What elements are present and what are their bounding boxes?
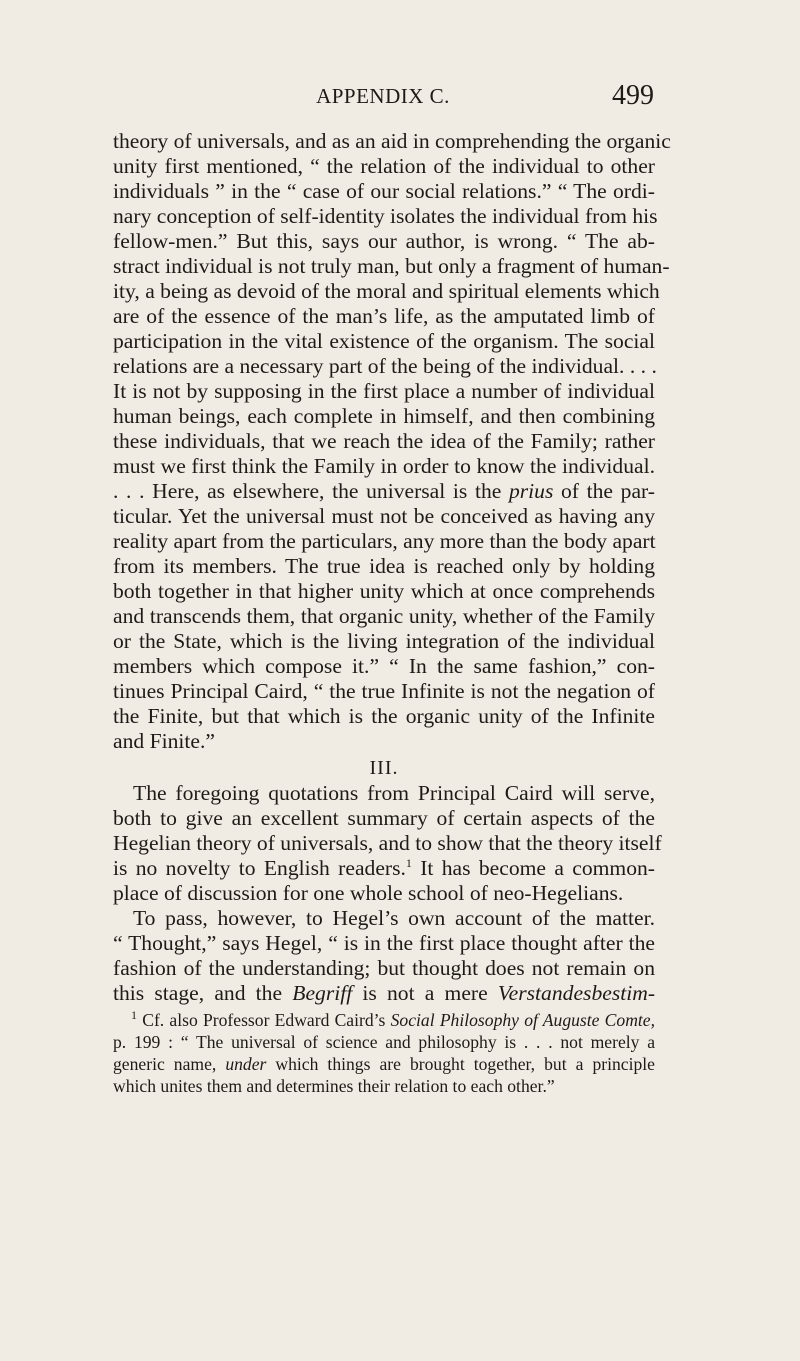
text-line: members which compose it.” “ In the same fashion,” con- [113, 654, 655, 678]
text-line: “ Thought,” says Hegel, “ is in the first place thought after the [113, 931, 655, 955]
text-line: stract individual is not truly man, but only a fragment of human- [113, 254, 670, 278]
footnote-line: p. 199 : “ The universal of science and philosophy is . . . not merely a [113, 1032, 655, 1052]
text-line [113, 981, 655, 1006]
section-heading: III. [369, 757, 399, 779]
text-line: theory of universals, and as an aid in comprehending the organic [113, 129, 671, 153]
italic-term-verstandesbestimmung: Verstandesbestim- [497, 981, 656, 1005]
text-span: . . . Here, as elsewhere, the universal is the [113, 479, 509, 503]
text-line: are of the essence of the man’s life, as the amputated limb of [113, 304, 655, 328]
text-line: place of discussion for one whole school of neo-Hegelians. [113, 881, 624, 905]
text-line: both together in that higher unity which at once comprehends [113, 579, 655, 603]
footnote-line [113, 1053, 655, 1075]
text-span: is no novelty to English readers. [113, 856, 406, 880]
footnote-line: which unites them and determines their relation to each other.” [113, 1076, 555, 1096]
text-span: is not a mere [352, 981, 498, 1005]
text-line: unity first mentioned, “ the relation of the individual to other [113, 154, 655, 178]
text-line: human beings, each complete in himself, and then combining [113, 404, 655, 428]
text-line: and Finite.” [113, 729, 215, 753]
text-span: generic name, [113, 1054, 226, 1074]
text-line: To pass, however, to Hegel’s own account of the matter. [133, 906, 655, 930]
footnote-marker: 1 [131, 1008, 137, 1023]
running-title: APPENDIX C. [316, 84, 450, 108]
footnote-ref[interactable]: 1 [405, 855, 412, 870]
text-span: this stage, and the [113, 981, 293, 1005]
text-span: Cf. also Professor Edward Caird’s [137, 1010, 391, 1030]
text-line: fashion of the understanding; but thought does not remain on [113, 956, 655, 980]
footnote-book-title: Social Philosophy of Auguste Comte, [390, 1010, 656, 1030]
text-line: these individuals, that we reach the idea of the Family; rather [113, 429, 655, 453]
text-span: of the par- [553, 479, 655, 503]
text-line: both to give an excellent summary of certain aspects of the [113, 806, 655, 830]
text-line: and transcends them, that organic unity, whether of the Family [113, 604, 655, 628]
text-span: which things are brought together, but a principle [266, 1054, 655, 1074]
running-head [112, 80, 654, 114]
text-line: individuals ” in the “ case of our social relations.” “ The ordi- [113, 179, 655, 203]
text-line: ity, a being as devoid of the moral and spiritual elements which [113, 279, 660, 303]
text-line: reality apart from the particulars, any more than the body apart [113, 529, 656, 553]
text-line: tinues Principal Caird, “ the true Infinite is not the negation of [113, 679, 655, 703]
italic-term-begriff: Begriff [292, 981, 353, 1005]
footnote-line [113, 1009, 655, 1031]
text-line: the Finite, but that which is the organic unity of the Infinite [113, 704, 655, 728]
italic-term-under: under [225, 1054, 267, 1074]
text-line: Hegelian theory of universals, and to show that the theory itself [113, 831, 662, 855]
text-line: must we first think the Family in order to know the individual. [113, 454, 655, 478]
text-line: relations are a necessary part of the being of the individual. . . . [113, 354, 657, 378]
page-number: 499 [612, 80, 654, 111]
text-line: ticular. Yet the universal must not be conceived as having any [113, 504, 655, 528]
text-line: nary conception of self-identity isolates the individual from his [113, 204, 658, 228]
text-span: It has become a common- [411, 856, 655, 880]
italic-term-prius: prius [508, 479, 554, 503]
text-line: The foregoing quotations from Principal Caird will serve, [133, 781, 655, 805]
text-line: or the State, which is the living integration of the individual [113, 629, 655, 653]
text-line [113, 856, 655, 881]
text-line: participation in the vital existence of the organism. The social [113, 329, 655, 353]
text-line: fellow-men.” But this, says our author, is wrong. “ The ab- [113, 229, 655, 253]
text-line: from its members. The true idea is reached only by holding [113, 554, 655, 578]
text-line: It is not by supposing in the first place a number of individual [113, 379, 655, 403]
text-line [113, 479, 655, 504]
